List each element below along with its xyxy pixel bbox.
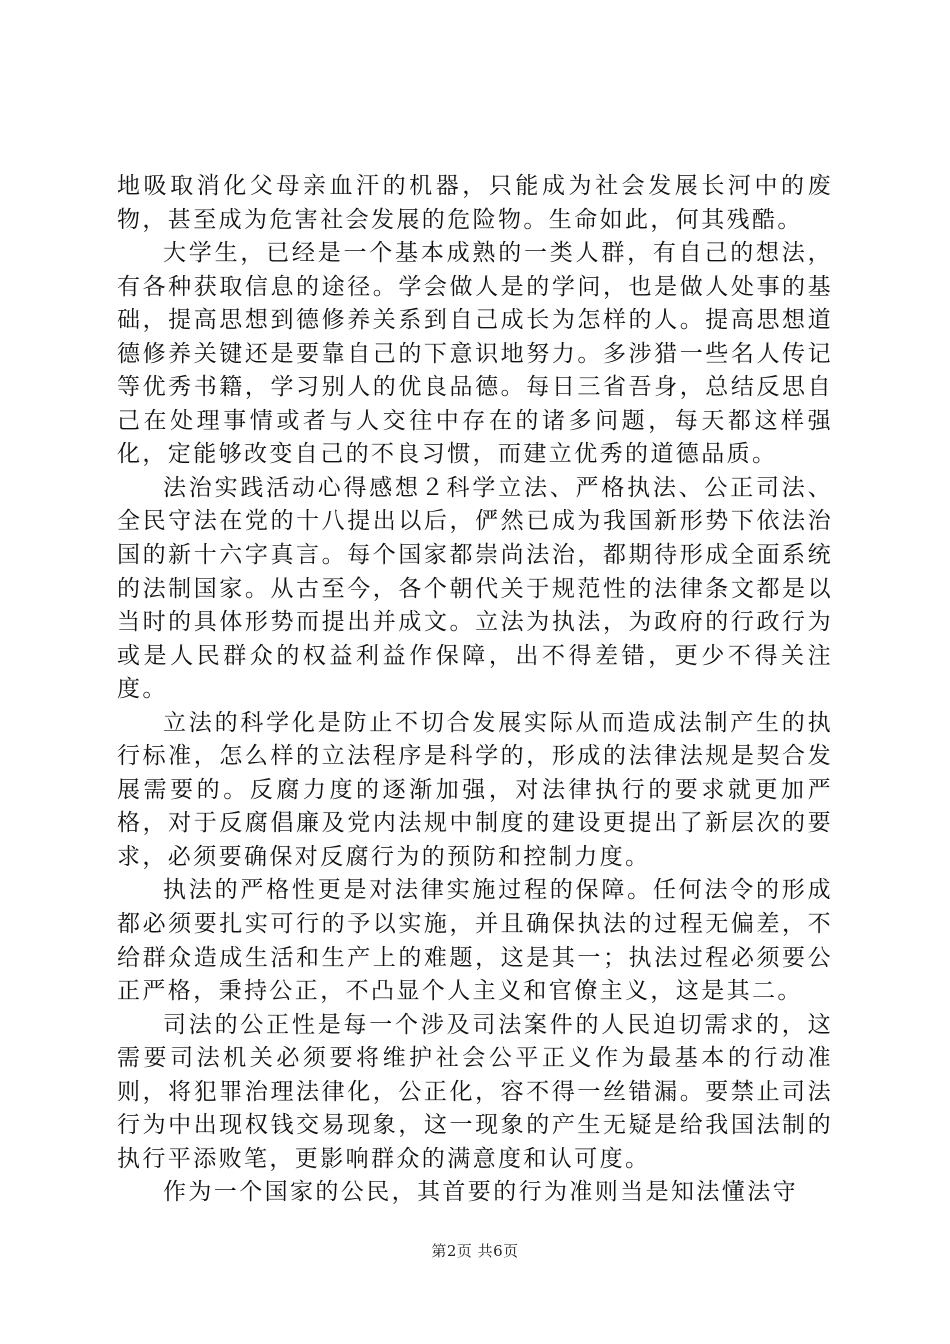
paragraph-citizen-duty: 作为一个国家的公民，其首要的行为准则当是知法懂法守 <box>163 1179 798 1206</box>
body-text <box>117 170 833 1210</box>
paragraph-university-students: 大学生，已经是一个基本成熟的一类人群，有自己的想法，有各种获取信息的途径。学会做人是的学问，也是做人处事的基础，提高思想到德修养关系到自己成长为怎样的人。提高思想道德修养关键还是要靠自己的下意识地努力。多涉猎一些名人传记等优秀书籍，学习别人的优良品德。每日三省吾身，总结反思自己在处理事情或者与人交往中存在的诸多问题，每天都这样强化，定能够改变自己的不良习惯，而建立优秀的道德品质。 <box>117 240 833 468</box>
paragraph-scientific-legislation: 立法的科学化是防止不切合发展实际从而造成法制产生的执行标准，怎么样的立法程序是科学的，形成的法律法规是契合发展需要的。反腐力度的逐渐加强，对法律执行的要求就更加严格，对于反腐倡廉及党内法规中制度的建设更提出了新层次的要求，必须要确保对反腐行为的预防和控制力度。 <box>117 709 833 870</box>
page-number-footer: 第2页 共6页 <box>431 1242 519 1260</box>
paragraph-judicial-fairness: 司法的公正性是每一个涉及司法案件的人民迫切需求的，这需要司法机关必须要将维护社会公平正义作为最基本的行动准则，将犯罪治理法律化，公正化，容不得一丝错漏。要禁止司法行为中出现权钱交易现象，这一现象的产生无疑是给我国法制的执行平添败笔，更影响群众的满意度和认可度。 <box>117 1011 833 1172</box>
paragraph-strict-enforcement: 执法的严格性更是对法律实施过程的保障。任何法令的形成都必须要扎实可行的予以实施，并且确保执法的过程无偏差，不给群众造成生活和生产上的难题，这是其一；执法过程必须要公正严格，秉持公正，不凸显个人主义和官僚主义，这是其二。 <box>117 877 833 1005</box>
paragraph-continuation: 地吸取消化父母亲血汗的机器，只能成为社会发展长河中的废物，甚至成为危害社会发展的危险物。生命如此，何其残酷。 <box>117 173 833 233</box>
paragraph-rule-of-law-reflection: 法治实践活动心得感想２科学立法、严格执法、公正司法、全民守法在党的十八提出以后，俨然已成为我国新形势下依法治国的新十六字真言。每个国家都崇尚法治，都期待形成全面系统的法制国家。从古至今，各个朝代关于规范性的法律条文都是以当时的具体形势而提出并成文。立法为执法，为政府的行政行为或是人民群众的权益利益作保障，出不得差错，更少不得关注度。 <box>117 474 833 703</box>
